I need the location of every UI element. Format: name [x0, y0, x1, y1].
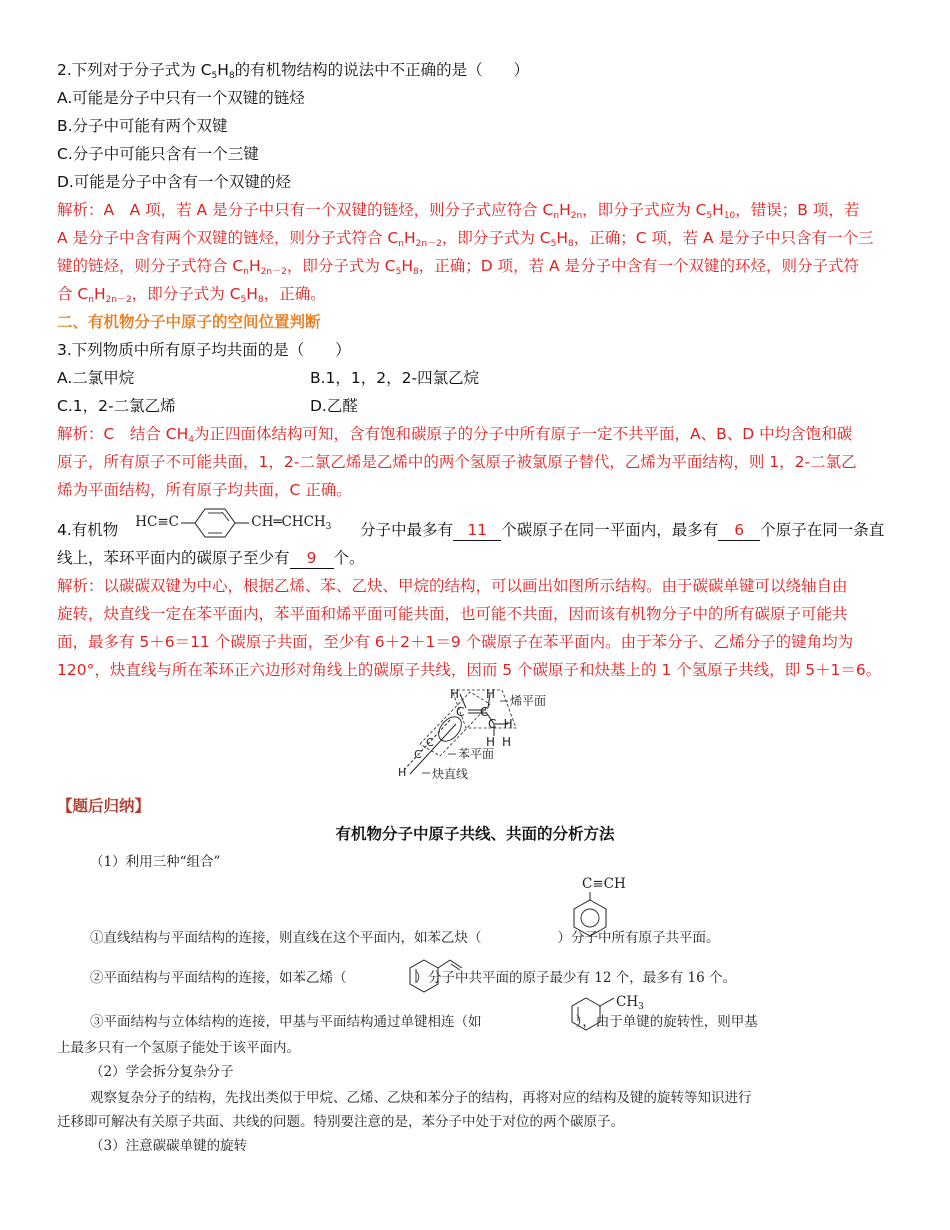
summary-point-1: （1）利用三种“组合” [90, 854, 221, 870]
fig-benzene-plane-label: 苯平面 [458, 747, 495, 761]
summary-item-1: ①直线结构与平面结构的连接，则直线在这个平面内，如苯乙炔（ ）分子中所有原子共平面。 [90, 930, 720, 946]
fig-h-label-2: H [486, 687, 496, 701]
q4-answer-line-2: 旋转，炔直线一定在苯平面内，苯平面和烯平面可能共面，也可能不共面，因而该有机物分子中的所有碳原子可能共 [57, 605, 848, 623]
q4-stem-line-2: 线上，苯环平面内的碳原子至少有 9 个。 [57, 549, 365, 567]
q2-option-d: D.可能是分子中含有一个双键的烃 [57, 173, 291, 191]
phenylacetylene-formula-label: C≡CH [582, 876, 626, 892]
q2-stem: 2.下列对于分子式为 $C_5H_8$的有机物结构的说法中不正确的是（ ） [57, 61, 530, 81]
blank-answer-1: 11 [453, 520, 501, 541]
summary-point-2-body-1: 观察复杂分子的结构，先找出类似于甲烷、乙烯、乙炔和苯分子的结构，再将对应的结构及键的旋转等知识进行 [90, 1090, 752, 1106]
summary-tag: 【题后归纳】 [57, 797, 151, 815]
fig-c-label-1: C [456, 705, 465, 719]
fig-h-label-3: H [486, 735, 496, 749]
q2-answer-line-4: 合 $C_nH_{2n-2}$，即分子式为 $C_5H_8$，正确。 [57, 285, 326, 305]
q2-answer-line-3: 键的链烃，则分子式符合 $C_nH_{2n-2}$，即分子式为 $C_5H_8$，正确；D 项，若 A 是分子中含有一个双键的环烃，则分子式符 [57, 257, 860, 277]
fig-h-label-4: H [502, 735, 512, 749]
q4-structure-figure [390, 684, 570, 784]
section-2-title: 二、有机物分子中原子的空间位置判断 [57, 313, 321, 331]
fig-c-label-3: C [414, 748, 422, 761]
q4-answer-line-1: 解析：以碳碳双键为中心，根据乙烯、苯、乙炔、甲烷的结构，可以画出如图所示结构。由于碳碳单键可以绕轴自由 [57, 577, 848, 595]
fig-c-label-4: C [426, 736, 434, 749]
summary-point-3: （3）注意碳碳单键的旋转 [90, 1138, 248, 1154]
q3-stem: 3.下列物质中所有原子均共面的是（ ） [57, 341, 351, 359]
q3-option-a: A.二氯甲烷 [57, 369, 135, 387]
fig-alkyne-line-label: 炔直线 [432, 767, 469, 781]
summary-title: 有机物分子中原子共线、共面的分析方法 [335, 825, 615, 843]
fig-alkene-plane-label: 烯平面 [510, 694, 547, 708]
propenyl-group: $CH═CHCH_3$ [251, 514, 332, 532]
q3-answer-line-2: 原子，所有原子不可能共面，1，2-二氯乙烯是乙烯中的两个氢原子被氯原子替代，乙烯为平面结构，则 1，2-二氯乙 [57, 453, 857, 471]
q4-answer-line-4: 120°，炔直线与所在苯环正六边形对角线上的碳原子共线，因而 5 个碳原子和炔基上的 1 个氢原子共线，即 5＋1＝6。 [57, 661, 882, 679]
fig-h-label-5: H [398, 766, 407, 779]
fig-ch-label: C─H [488, 717, 513, 731]
summary-item-3: ③平面结构与立体结构的连接，甲基与平面结构通过单键相连（如 ），由于单键的旋转性，则甲基 [90, 1014, 758, 1030]
q3-option-c: C.1，2-二氯乙烯 [57, 397, 176, 415]
summary-item-2: ②平面结构与平面结构的连接，如苯乙烯（ ）分子中共平面的原子最少有 12 个，最多有 16 个。 [90, 970, 737, 986]
q4-structure-formula [123, 514, 355, 540]
q2-answer-line-2: A 是分子中含有两个双键的链烃，则分子式符合 $C_nH_{2n-2}$，即分子式为 $C_5H_8$，正确；C 项，若 A 是分子中只含有一个三 [57, 229, 874, 249]
blank-answer-2: 6 [718, 520, 760, 541]
summary-point-2: （2）学会拆分复杂分子 [90, 1064, 234, 1080]
benzene-ring-icon [181, 506, 249, 540]
q2-option-a: A.可能是分子中只有一个双键的链烃 [57, 89, 305, 107]
ethynyl-group: HC≡C [135, 514, 179, 530]
q2-answer-line-1: 解析：A A 项，若 A 是分子中只有一个双键的链烃，则分子式应符合 $C_nH_{2n}$，即分子式应为 $C_5H_{10}$，错误；B 项，若 [57, 201, 860, 221]
q4-answer-line-3: 面，最多有 5＋6＝11 个碳原子共面，至少有 6＋2＋1＝9 个碳原子在苯平面内。由于苯分子、乙烯分子的键角均为 [57, 633, 854, 651]
blank-answer-3: 9 [290, 548, 334, 569]
q2-option-c: C.分子中可能只含有一个三键 [57, 145, 259, 163]
fig-h-label-1: H [450, 687, 460, 701]
q4-stem-line-1: 4.有机物 HC≡C $CH═CHCH_3$ 分子中最多有 11 个碳原子在同一平面内，最多有 6 个原子在同一条直 [57, 520, 884, 541]
summary-point-2-body-2: 迁移即可解决有关原子共面、共线的问题。特别要注意的是，苯分子中处于对位的两个碳原子。 [57, 1114, 624, 1130]
toluene-methyl-label: $CH_3$ [616, 994, 644, 1012]
q3-answer-line-3: 烯为平面结构，所有原子均共面，C 正确。 [57, 481, 352, 499]
q2-option-b: B.分子中可能有两个双键 [57, 117, 228, 135]
summary-item-3-cont: 上最多只有一个氢原子能处于该平面内。 [57, 1040, 300, 1056]
q3-answer-line-1: 解析：C 结合 $CH_4$为正四面体结构可知，含有饱和碳原子的分子中所有原子一定不共平面，A、B、D 中均含饱和碳 [57, 425, 853, 445]
fig-c-label-2: C [480, 705, 489, 719]
q3-option-b: B.1，1，2，2-四氯乙烷 [310, 369, 480, 387]
q3-option-d: D.乙醛 [310, 397, 358, 415]
